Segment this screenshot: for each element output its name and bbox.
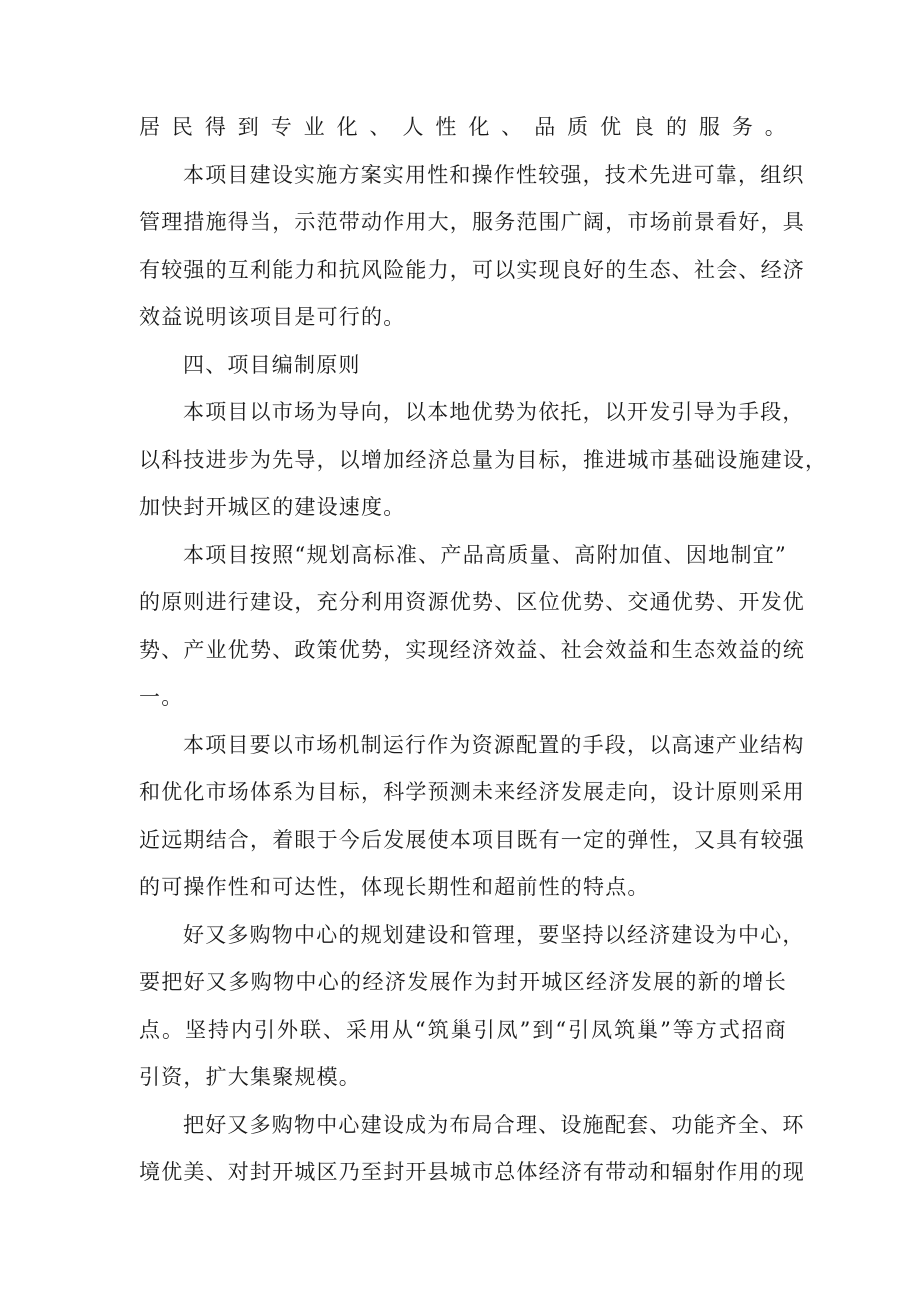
text-line: 以科技进步为先导，以增加经济总量为目标，推进城市基础设施建设， xyxy=(139,447,828,472)
text-line: 境优美、对封开城区乃至封开县城市总体经济有带动和辐射作用的现 xyxy=(139,1160,805,1184)
text-line: 居民得到专业化、人性化、品质优良的服务。 xyxy=(139,115,787,139)
text-line: 点。坚持内引外联、采用从“筑巢引凤”到“引凤筑巢”等方式招商 xyxy=(139,1017,787,1042)
text-line: 和优化市场体系为目标，科学预测未来经济发展走向，设计原则采用 xyxy=(139,780,805,804)
text-line: 势、产业优势、政策优势，实现经济效益、社会效益和生态效益的统 xyxy=(139,637,805,662)
body-text xyxy=(139,104,828,1197)
text-line: 本项目建设实施方案实用性和操作性较强，技术先进可靠，组织 xyxy=(183,162,805,187)
text-line: 的原则进行建设，充分利用资源优势、区位优势、交通优势、开发优 xyxy=(139,590,805,614)
text-line: 有较强的互利能力和抗风险能力，可以实现良好的生态、社会、经济 xyxy=(139,257,805,282)
text-line: 效益说明该项目是可行的。 xyxy=(139,305,406,329)
text-line: 要把好又多购物中心的经济发展作为封开城区经济发展的新的增长 xyxy=(139,970,787,994)
text-line: 好又多购物中心的规划建设和管理，要坚持以经济建设为中心， xyxy=(183,922,805,947)
text-line: 加快封开城区的建设速度。 xyxy=(139,495,406,519)
text-line: 管理措施得当，示范带动作用大，服务范围广阔，市场前景看好，具 xyxy=(139,210,805,234)
text-line: 把好又多购物中心建设成为布局合理、设施配套、功能齐全、环 xyxy=(183,1112,805,1137)
text-line: 引资，扩大集聚规模。 xyxy=(139,1065,361,1089)
text-line: 一。 xyxy=(139,685,184,709)
text-line: 本项目要以市场机制运行作为资源配置的手段，以高速产业结构 xyxy=(183,732,805,757)
text-line: 本项目以市场为导向，以本地优势为依托，以开发引导为手段， xyxy=(183,400,805,424)
section-heading: 四、项目编制原则 xyxy=(183,352,361,377)
text-line: 本项目按照“规划高标准、产品高质量、高附加值、因地制宜” xyxy=(183,542,787,567)
text-line: 近远期结合，着眼于今后发展使本项目既有一定的弹性，又具有较强 xyxy=(139,827,805,852)
text-line: 的可操作性和可达性，体现长期性和超前性的特点。 xyxy=(139,875,650,899)
